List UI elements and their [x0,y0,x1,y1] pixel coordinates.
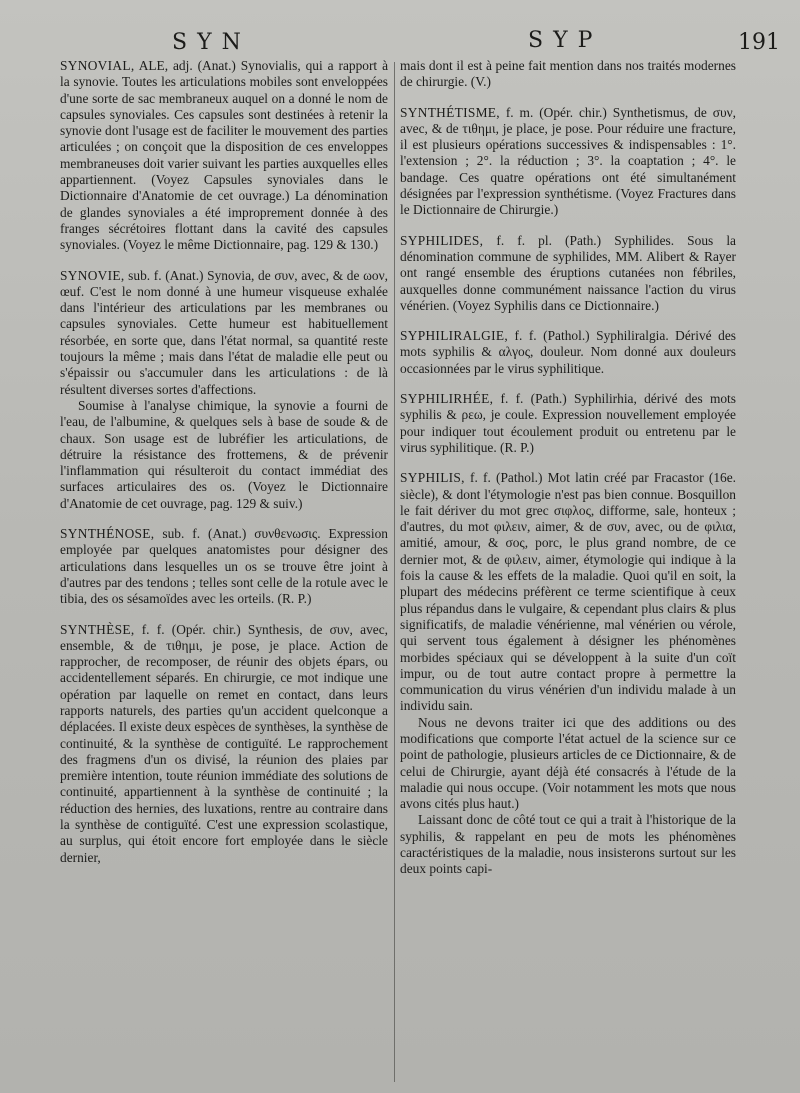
entry-synthenose [60,526,388,607]
left-column [60,58,388,1088]
definition-text: f. f. (Pathol.) Syphiliralgia. Dérivé des mots syphilis & αλγος, douleur. Nom donné aux douleurs occasionnées par le virus syphilitique. [400,328,736,376]
entry-syphilis [400,470,736,877]
definition-text: f. f. (Pathol.) Mot latin créé par Fracastor (16e. siècle), & dont l'étymologie n'est pas bien connue. Bosquillon le fait dériver du mot grec σιφλος, difforme, sale, honteux ; d'autres, du mot φιλειν, aimer, & de συν, avec, ou de φιλια, amitié, amour, & σος, porc, le plus grand nombre, de ce dernier mot, & de φιλειν, aimer, étymologie qui indique à la fois la cause & les effets de la maladie. Quoi qu'il en soit, la plupart des médecins préfèrent ce terme scientifique à ceux plus répandus dans le vulgaire, & cependant plus clairs & plus significatifs, de maladie vénérienne, mal vénérien ou vérole, qui servent tous également à désigner les phénomènes morbides spéciaux qui se développent à la suite d'un coït impur, ou de tout autre contact propre à permettre la communication du virus vénérien d'un individu malade à un individu sain. [400,470,736,714]
definition-text: sub. f. (Anat.) συνθενωσις. Expression employée par quelques anatomistes pour désigner des articulations dans lesquelles un os se trouve être joint à d'autres par des tendons ; telles sont celle de la rotule avec le tibia, des os sésamoïdes avec les orteils. (R. P.) [60,526,388,607]
running-head-right: SYP [528,28,603,53]
definition-text: f. f. (Opér. chir.) Synthesis, de συν, avec, ensemble, & de τιθημι, je pose, je place. Action de rapprocher, de recomposer, de réunir des objets épars, ou accidentellement séparés. En chirurgie, ce mot indique une opération par laquelle on remet en contact, dans leurs rapports naturels, des parties qu'un accident quelconque a déplacées. Il existe deux espèces de synthèses, la synthèse de continuité, & la synthèse de contiguïté. Le rapprochement des fragmens d'un os divisé, la réunion des plaies par première intention, toute réunion immédiate des solutions de continuité, appartiennent à la synthèse de continuité ; la réduction des hernies, des luxations, rentre au contraire dans la synthèse de contiguïté. C'est une expression scolastique, au surplus, qui étoit encore fort employée dans le siècle dernier, [60,621,388,865]
headword: SYPHILIRALGIE, [400,328,508,344]
entry-synthese [60,622,388,866]
entry-synovie [60,268,388,512]
entry-synovial [60,58,388,254]
headword: SYNOVIE, [60,267,125,283]
entry-synthetisme [400,105,736,219]
definition-text: sub. f. (Anat.) Synovia, de συν, avec, & de ωον, œuf. C'est le nom donné à une humeur visqueuse exhalée dans l'intérieur des articulations par les membranes ou capsules synoviales. Cette humeur est habituellement résorbée, en sorte que, dans l'état normal, sa quantité reste toujours la même ; mais dans l'état de maladie elle peut ou s'épaissir ou s'accumuler dans les articulations : de là résultent diverses sortes d'affections. [60,267,388,397]
headword: SYNOVIAL, [60,58,135,73]
headword: SYPHILIS, [400,470,465,486]
definition-paragraph: Nous ne devons traiter ici que des additions ou des modifications que comporte l'état actuel de la science sur ce point de pathologie, plusieurs articles de ce Dictionnaire, & de celui de Chirurgie, ayant déjà été consacrés à l'étude de la maladie qui nous occupe. (Voir notamment les mots que nous avons cités plus haut.) [400,714,736,812]
definition-text: f. m. (Opér. chir.) Synthetismus, de συν, avec, & de τιθημι, je place, je pose. Pour réduire une fracture, il est plusieurs opérations successives & indispensables : 1°. l'extension ; 2°. la réduction ; 3°. la coaptation ; 4°. le bandage. Ces quatre opérations ont été simultanément désignées par l'expression synthétisme. (Voyez Fractures dans le Dictionnaire de Chirurgie.) [400,104,736,218]
headword: SYPHILIRHÉE, [400,391,494,407]
right-column [400,58,736,1088]
headword: SYPHILIDES, [400,232,484,248]
definition-paragraph: Laissant donc de côté tout ce qui a trait à l'historique de la syphilis, & rappelant en peu de mots les phénomènes caractéristiques de la maladie, nous insisterons surtout sur les deux points capi- [400,812,736,877]
definition-text: f. f. (Path.) Syphilirhia, dérivé des mots syphilis & ρεω, je coule. Expression nouvellement employée pour indiquer tout écoulement produit ou entretenu par le virus syphilitique. (R. P.) [400,391,736,455]
entry-syphilides [400,233,736,314]
definition-paragraph: mais dont il est à peine fait mention dans nos traités modernes de chirurgie. (V.) [400,58,736,90]
headword: SYNTHÉTISME, [400,104,500,120]
headword: SYNTHÉNOSE, [60,526,155,542]
headword: SYNTHÈSE, [60,621,135,637]
entry-syphiliralgie [400,328,736,377]
running-head-left: SYN [172,30,251,55]
definition-text: ALE, adj. (Anat.) Synovialis, qui a rapport à la synovie. Toutes les articulations mobiles sont enveloppées d'une sorte de sac membraneux auquel on a donné le nom de capsules synoviales. Ces capsules sont destinées à retenir la synovie dont l'usage est de faciliter le mouvement des parties articulées ; on conçoit que la disposition de ces enveloppes membraneuses doit varier suivant les parties auxquelles elles appartiennent. (Voyez Capsules synoviales dans le Dictionnaire d'Anatomie de cet ouvrage.) La dénomination de glandes synoviales a été improprement donnée à des franges sécrétoires flottant dans la cavité des capsules synoviales. (Voyez le même Dictionnaire, pag. 129 & 130.) [60,58,388,253]
definition-text: f. f. pl. (Path.) Syphilides. Sous la dénomination commune de syphilides, MM. Alibert & Rayer ont rangé ensemble des éruptions cutanées non fébriles, auxquelles donne communément naissance l'action du virus vénérien. (Voyez Syphilis dans ce Dictionnaire.) [400,232,736,313]
entry-synthese-continued [400,58,736,91]
column-divider [394,62,395,1082]
entry-syphilirhee [400,391,736,456]
page-number: 191 [738,30,780,55]
definition-paragraph: Soumise à l'analyse chimique, la synovie a fourni de l'eau, de l'albumine, & quelques sels à base de soude & de chaux. Son usage est de lubréfier les articulations, de détruire la résistance des frottemens, & de prévenir l'inflammation qui résulteroit du contact immédiat des surfaces articulaires des os. (Voyez le Dictionnaire d'Anatomie de cet ouvrage, pag. 129 & suiv.) [60,397,388,511]
page-header [0,18,800,58]
